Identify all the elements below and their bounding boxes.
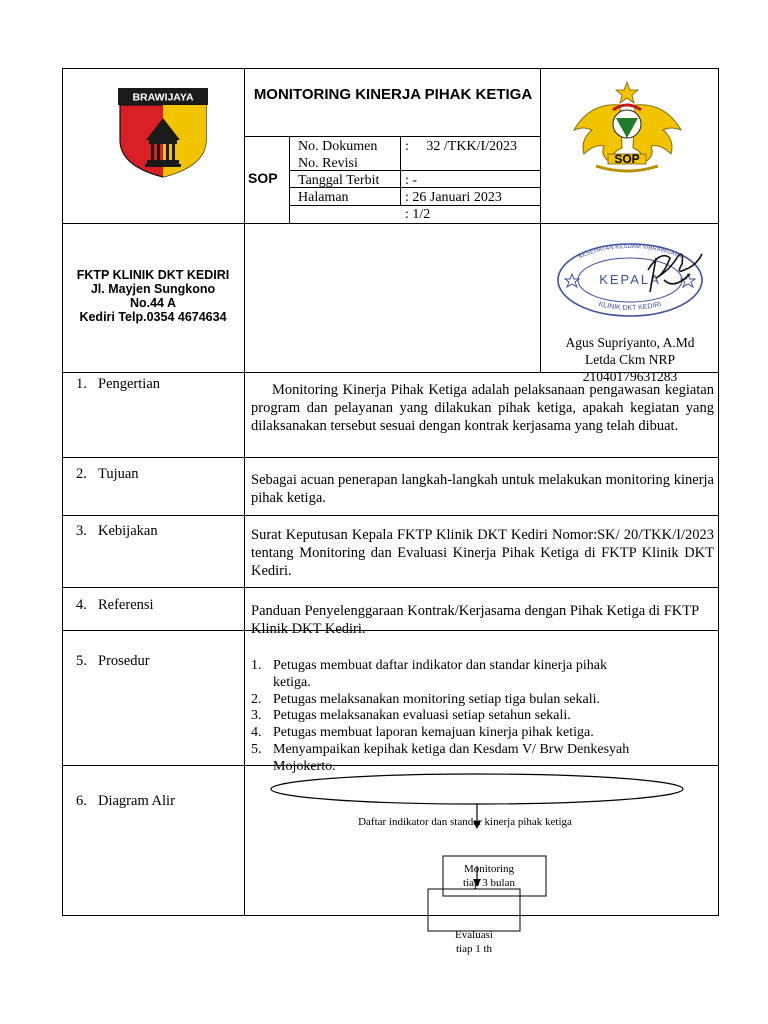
clinic-address-1: Jl. Mayjen Sungkono — [90, 282, 216, 296]
signer-rank: Letda Ckm NRP — [585, 352, 675, 367]
flow-node-monitoring-line: Monitoring — [463, 863, 515, 875]
section-number: 2. — [76, 466, 87, 482]
flow-node-monitoring-text — [444, 862, 534, 890]
step-number: 3. — [251, 708, 262, 724]
section-pengertian-text: Monitoring Kinerja Pihak Ketiga adalah pelaksanaan pengawasan kegiatan program dan pelayanan yang dilakukan pihak ketiga, apakah kegiatan yang dilaksanakan tersebut sesuai dengan kontrak kerjasama yang telah dibuat. — [251, 382, 714, 434]
section-kebijakan-label — [76, 523, 158, 540]
section-number: 3. — [76, 523, 87, 539]
prosedur-step — [251, 658, 714, 675]
section-title: Referensi — [98, 597, 154, 613]
step-number: 2. — [251, 691, 262, 707]
header-row-divider — [62, 223, 719, 224]
section-title: Pengertian — [98, 376, 161, 392]
section-pengertian-label — [76, 376, 160, 393]
prosedur-step — [251, 675, 714, 692]
section-tujuan-text: Sebagai acuan penerapan langkah-langkah untuk melakukan monitoring kinerja pihak ketiga. — [251, 472, 714, 506]
signer-block — [545, 334, 715, 385]
flow-node-monitoring-line: tiap 3 bulan — [463, 877, 515, 889]
flow-node-evaluasi-line: tiap 1 th — [455, 943, 493, 955]
prosedur-step — [251, 692, 714, 709]
step-text: Petugas membuat daftar indikator dan standar kinerja pihak — [273, 658, 607, 673]
section-title: Diagram Alir — [98, 793, 175, 809]
revisi-label: No. Revisi — [298, 156, 358, 171]
step-text: Petugas melaksanakan evaluasi setiap setahun sekali. — [273, 708, 571, 724]
brawijaya-logo-text: BRAWIJAYA — [132, 91, 194, 104]
signer-nrp: 21040179631283 — [582, 369, 678, 384]
section-number: 5. — [76, 653, 87, 669]
flow-node-start-text: Daftar indikator dan standar kinerja pihak ketiga — [358, 816, 572, 828]
step-text: Mojokerto. — [273, 758, 336, 774]
table-border-right — [718, 68, 719, 916]
flow-node-evaluasi-box — [428, 889, 520, 931]
prosedur-step — [251, 708, 714, 725]
section-title: Prosedur — [98, 653, 150, 669]
emblem-sop-text: SOP — [614, 152, 640, 166]
section-tujuan-label — [76, 466, 139, 483]
stamp-bottom-text: KLINIK DKT KEDIRI — [597, 301, 663, 312]
table-border-top — [62, 68, 719, 69]
kesdam-emblem — [570, 80, 685, 175]
section-number: 6. — [76, 793, 87, 809]
section-title: Tujuan — [98, 466, 139, 482]
halaman-label: Halaman — [298, 190, 349, 205]
col-divider-right — [540, 68, 541, 372]
tanggal-value: : 26 Januari 2023 — [405, 190, 502, 205]
step-number: 5. — [251, 741, 262, 757]
document-title: MONITORING KINERJA PIHAK KETIGA — [253, 86, 533, 103]
row-line-3 — [62, 515, 719, 516]
section-number: 1. — [76, 376, 87, 392]
tanggal-label: Tanggal Terbit — [298, 173, 380, 188]
table-border-left — [62, 68, 63, 916]
clinic-stamp — [552, 240, 712, 320]
revisi-value: : - — [405, 173, 418, 188]
clinic-name: FKTP KLINIK DKT KEDIRI — [76, 268, 230, 282]
doc-no-label: No. Dokumen — [298, 139, 378, 154]
brawijaya-logo — [118, 88, 208, 178]
flow-node-evaluasi-text — [430, 928, 518, 956]
halaman-value: : 1/2 — [405, 207, 431, 222]
stamp-center-text: KEPALA — [599, 272, 661, 287]
section-diagram-label — [76, 793, 175, 810]
stamp-top-text: KESEHATAN KESDAM V/BRAWIJAYA — [577, 244, 683, 261]
doc-no-value: : 32 /TKK/I/2023 — [405, 139, 517, 154]
section-kebijakan-text: Surat Keputusan Kepala FKTP Klinik DKT Kediri Nomor:SK/ 20/TKK/I/2023 tentang Monitoring dan Evaluasi Kinerja Pihak Ketiga di FKTP Klinik DKT Kediri. — [251, 527, 714, 579]
clinic-info — [66, 268, 240, 324]
flow-node-evaluasi-line: Evaluasi — [455, 929, 493, 941]
section-referensi-label — [76, 597, 154, 614]
prosedur-step — [251, 725, 714, 742]
section-title: Kebijakan — [98, 523, 158, 539]
clinic-phone: Kediri Telp.0354 4674634 — [79, 310, 227, 324]
sop-label: SOP — [248, 170, 278, 186]
row-line-2 — [62, 457, 719, 458]
prosedur-steps — [251, 658, 714, 776]
row-line-4 — [62, 587, 719, 588]
prosedur-step — [251, 742, 714, 759]
section-referensi-text: Panduan Penyelenggaraan Kontrak/Kerjasama dengan Pihak Ketiga di FKTP Klinik DKT Kediri. — [251, 603, 699, 637]
doc-value-divider — [400, 136, 401, 206]
section-number: 4. — [76, 597, 87, 613]
step-text: ketiga. — [273, 674, 311, 690]
flow-node-start-ellipse — [271, 774, 683, 804]
signer-name: Agus Supriyanto, A.Md — [565, 335, 695, 350]
sop-divider — [289, 136, 290, 223]
step-text: Petugas melaksanakan monitoring setiap tiga bulan sekali. — [273, 691, 600, 707]
section-prosedur-label — [76, 653, 150, 670]
step-number: 1. — [251, 658, 262, 673]
svg-text:KLINIK DKT KEDIRI — [598, 301, 662, 312]
step-text: Petugas membuat laporan kemajuan kinerja pihak ketiga. — [273, 725, 594, 741]
step-number: 4. — [251, 725, 262, 741]
clinic-address-2: No.44 A — [129, 296, 177, 310]
step-text: Menyampaikan kepihak ketiga dan Kesdam V/ Brw Denkesyah — [273, 741, 630, 757]
